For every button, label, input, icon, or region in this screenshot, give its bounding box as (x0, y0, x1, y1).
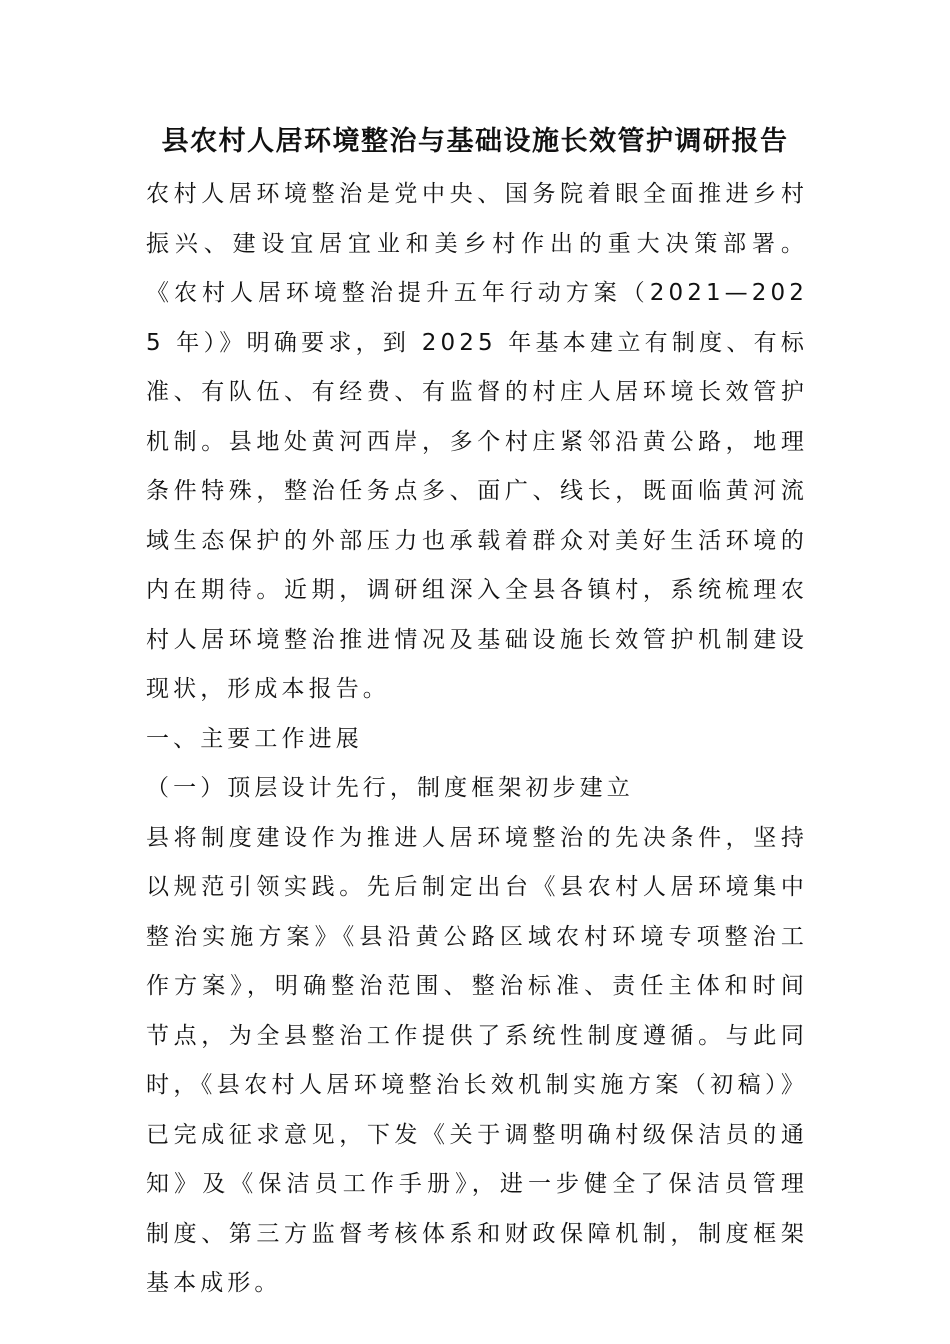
subsection-heading: （一）顶层设计先行，制度框架初步建立 (146, 775, 634, 801)
document-title: 县农村人居环境整治与基础设施长效管护调研报告 (161, 126, 789, 157)
intro-paragraph: 农村人居环境整治是党中央、国务院着眼全面推进乡村振兴、建设宜居宜业和美乡村作出的重大决策部署。《农村人居环境整治提升五年行动方案（2021—2025 年）》明确要求，到 2025 年基本建立有制度、有标准、有队伍、有经费、有监督的村庄人居环境长效管护机制。县地处黄河西岸，多个村庄紧邻沿黄公路，地理条件特殊，整治任务点多、面广、线长，既面临黄河流域生态保护的外部压力也承载着群众对美好生活环境的内在期待。近期，调研组深入全县各镇村，系统梳理农村人居环境整治推进情况及基础设施长效管护机制建设现状，形成本报告。 (146, 181, 808, 702)
subsection-paragraph: 县将制度建设作为推进人居环境整治的先决条件，坚持以规范引领实践。先后制定出台《县农村人居环境集中整治实施方案》《县沿黄公路区域农村环境专项整治工作方案》，明确整治范围、整治标准、责任主体和时间节点，为全县整治工作提供了系统性制度遵循。与此同时，《县农村人居环境整治长效机制实施方案（初稿）》已完成征求意见，下发《关于调整明确村级保洁员的通知》及《保洁员工作手册》，进一步健全了保洁员管理制度、第三方监督考核体系和财政保障机制，制度框架基本成形。 (146, 824, 808, 1296)
section-heading: 一、主要工作进展 (146, 725, 363, 752)
document-body (146, 170, 808, 1309)
